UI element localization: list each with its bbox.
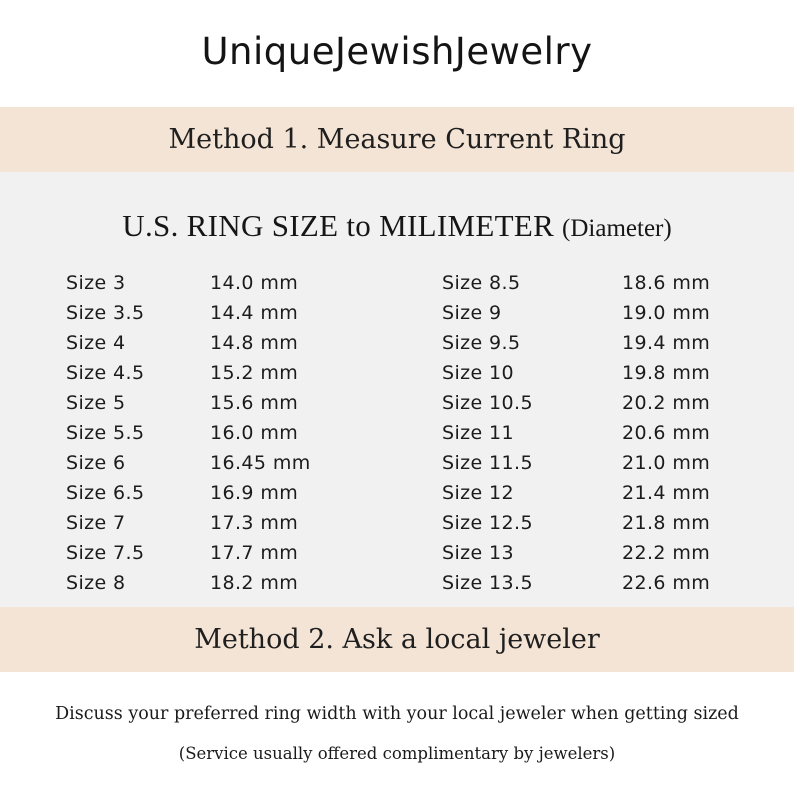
brand-logo-text: UniqueJewishJewelry (201, 30, 593, 73)
ring-diameter-value: 16.0 mm (210, 422, 299, 444)
ring-size-label: Size 8.5 (442, 272, 521, 294)
method-2-instruction: Discuss your preferred ring width with your local jeweler when getting sized (55, 704, 739, 724)
ring-diameter-value: 15.2 mm (210, 362, 299, 384)
ring-diameter-value: 14.8 mm (210, 332, 299, 354)
ring-diameter-value: 14.0 mm (210, 272, 299, 294)
size-chart-title-main: U.S. RING SIZE to MILIMETER (122, 208, 555, 243)
ring-diameter-value: 20.6 mm (622, 422, 711, 444)
ring-diameter-value: 21.4 mm (622, 482, 711, 504)
ring-size-label: Size 12.5 (442, 512, 533, 534)
ring-size-label: Size 6.5 (66, 482, 145, 504)
ring-diameter-value: 16.45 mm (210, 452, 311, 474)
ring-size-label: Size 5 (66, 392, 126, 414)
size-chart-title-sub: (Diameter) (562, 215, 672, 242)
ring-diameter-value: 22.2 mm (622, 542, 711, 564)
method-2-heading: Method 2. Ask a local jeweler (0, 607, 794, 672)
ring-size-label: Size 12 (442, 482, 515, 504)
ring-diameter-value: 18.2 mm (210, 572, 299, 594)
ring-diameter-value: 16.9 mm (210, 482, 299, 504)
size-chart-title (0, 204, 794, 248)
ring-size-label: Size 5.5 (66, 422, 145, 444)
ring-size-label: Size 9.5 (442, 332, 521, 354)
ring-size-label: Size 7.5 (66, 542, 145, 564)
ring-size-label: Size 3 (66, 272, 126, 294)
size-chart-panel (0, 172, 794, 607)
ring-size-label: Size 11.5 (442, 452, 533, 474)
ring-diameter-value: 14.4 mm (210, 302, 299, 324)
ring-diameter-value: 20.2 mm (622, 392, 711, 414)
ring-size-label: Size 3.5 (66, 302, 145, 324)
ring-diameter-value: 21.0 mm (622, 452, 711, 474)
ring-size-label: Size 8 (66, 572, 126, 594)
ring-diameter-value: 22.6 mm (622, 572, 711, 594)
ring-size-label: Size 7 (66, 512, 126, 534)
ring-size-label: Size 10.5 (442, 392, 533, 414)
ring-size-label: Size 4 (66, 332, 126, 354)
ring-size-label: Size 9 (442, 302, 502, 324)
ring-diameter-value: 21.8 mm (622, 512, 711, 534)
ring-diameter-value: 19.4 mm (622, 332, 711, 354)
ring-diameter-value: 19.8 mm (622, 362, 711, 384)
ring-size-label: Size 4.5 (66, 362, 145, 384)
ring-diameter-value: 18.6 mm (622, 272, 711, 294)
ring-size-label: Size 13.5 (442, 572, 533, 594)
ring-diameter-value: 19.0 mm (622, 302, 711, 324)
ring-size-label: Size 11 (442, 422, 515, 444)
ring-diameter-value: 17.7 mm (210, 542, 299, 564)
ring-diameter-value: 15.6 mm (210, 392, 299, 414)
method-2-note: (Service usually offered complimentary by jewelers) (178, 744, 616, 763)
ring-size-label: Size 6 (66, 452, 126, 474)
ring-diameter-value: 17.3 mm (210, 512, 299, 534)
method-1-heading: Method 1. Measure Current Ring (0, 107, 794, 172)
ring-size-label: Size 13 (442, 542, 515, 564)
ring-size-label: Size 10 (442, 362, 515, 384)
